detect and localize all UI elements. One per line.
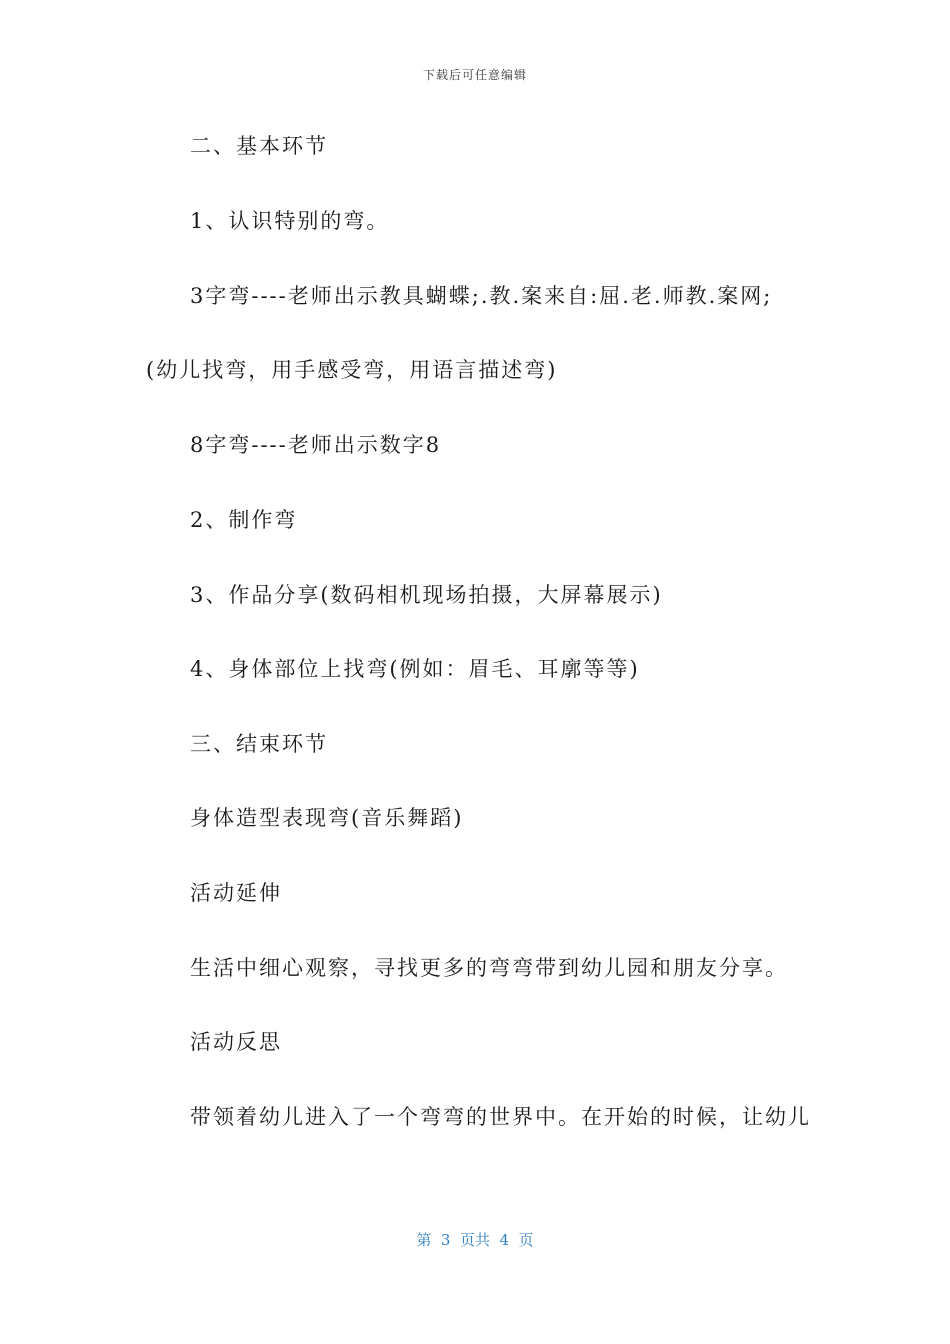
section-heading-ending: 三、结束环节 xyxy=(190,732,328,756)
paragraph-line: 身体造型表现弯(音乐舞蹈) xyxy=(190,806,464,830)
section-heading-extension: 活动延伸 xyxy=(190,881,282,905)
paragraph-line: 4、身体部位上找弯(例如：眉毛、耳廓等等) xyxy=(190,657,640,681)
paragraph-line: 3、作品分享(数码相机现场拍摄，大屏幕展示) xyxy=(190,583,663,607)
section-heading-reflection: 活动反思 xyxy=(190,1030,282,1054)
section-heading-basic: 二、基本环节 xyxy=(190,134,328,158)
paragraph-line: 8字弯----老师出示数字8 xyxy=(190,433,442,457)
page-header: 下载后可任意编辑 xyxy=(422,68,527,82)
paragraph-line: 生活中细心观察，寻找更多的弯弯带到幼儿园和朋友分享。 xyxy=(190,956,788,980)
paragraph-line: (幼儿找弯，用手感受弯，用语言描述弯) xyxy=(146,358,558,382)
paragraph-line: 1、认识特别的弯。 xyxy=(190,209,390,233)
paragraph-line: 3字弯----老师出示教具蝴蝶;.教.案来自:屈.老.师教.案网; xyxy=(190,284,773,308)
paragraph-line: 2、制作弯 xyxy=(190,508,298,532)
paragraph-line: 带领着幼儿进入了一个弯弯的世界中。在开始的时候，让幼儿 xyxy=(190,1105,811,1129)
page-number-footer: 第 3 页共 4 页 xyxy=(416,1231,534,1249)
